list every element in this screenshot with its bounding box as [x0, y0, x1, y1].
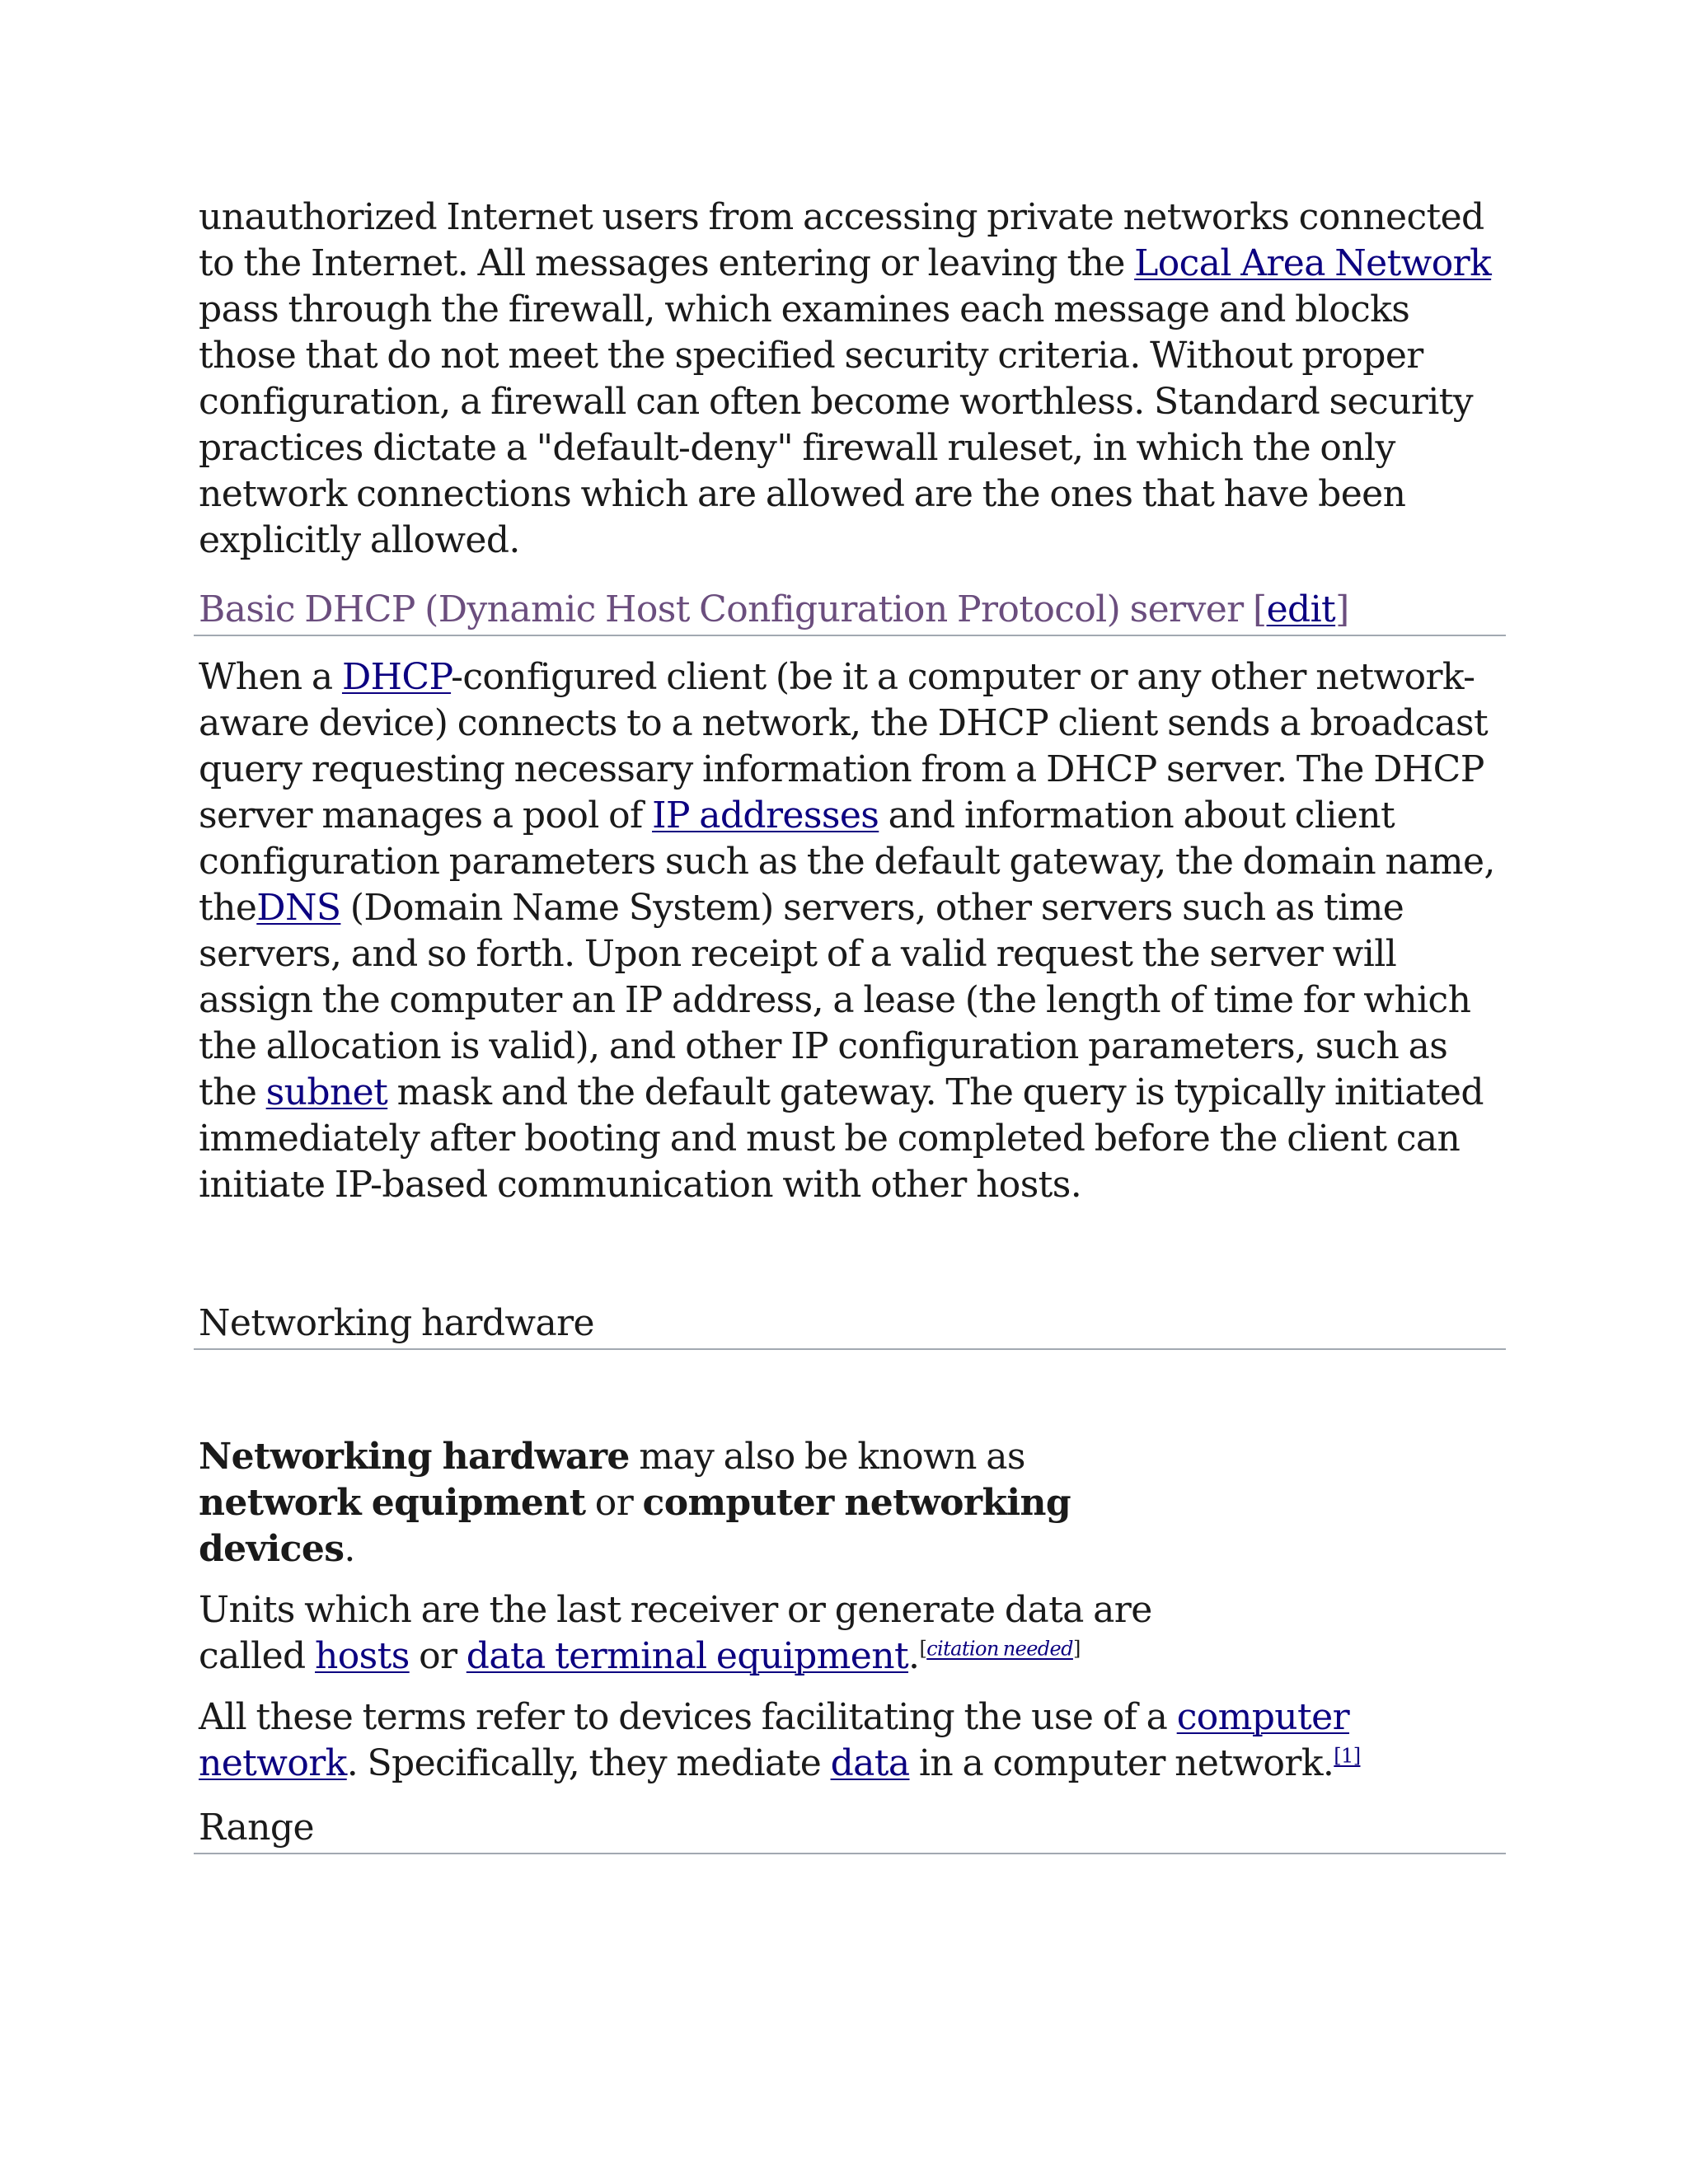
section-heading-networking-hardware: Networking hardware: [194, 1301, 1506, 1350]
link-dhcp[interactable]: DHCP: [341, 656, 452, 698]
document-page: [199, 194, 1501, 1854]
link-subnet[interactable]: subnet: [265, 1071, 388, 1113]
dhcp-paragraph: When a DHCP-configured client (be it a computer or any other network-aware device) connects to a network, the DHCP client sends a broadcast query requesting necessary information from a DHCP server. The DHCP server manages a pool of IP addresses and information about client configuration parameters such as the default gateway, the domain name, theDNS (Domain Name System) servers, other servers such as time servers, and so forth. Upon receipt of a valid request the server will assign the computer an IP address, a lease (the length of time for which the allocation is valid), and other IP configuration parameters, such as the subnet mask and the default gateway. The query is typically initiated immediately after booting and must be completed before the client can initiate IP-based communication with other hosts.: [199, 656, 1495, 1206]
link-reference-1[interactable]: [1]: [1334, 1744, 1361, 1768]
firewall-paragraph: unauthorized Internet users from accessing private networks connected to the Internet. All messages entering or leaving the Local Area Network pass through the firewall, which examines each message and blocks those that do not meet the specified security criteria. Without proper configuration, a firewall can often become worthless. Standard security practices dictate a "default-deny" firewall ruleset, in which the only network connections which are allowed are the ones that have been explicitly allowed.: [199, 196, 1492, 561]
link-computer-network[interactable]: computer network: [199, 1696, 1350, 1784]
link-hosts[interactable]: hosts: [315, 1635, 410, 1677]
citation-needed: [citation needed]: [919, 1637, 1081, 1661]
section-heading-dhcp: Basic DHCP (Dynamic Host Configuration Protocol) server [edit]: [194, 587, 1506, 636]
reference-1: [1334, 1744, 1360, 1767]
edit-link[interactable]: edit: [1266, 588, 1336, 630]
link-data[interactable]: data: [830, 1742, 910, 1784]
link-data-terminal-equipment[interactable]: data terminal equipment: [466, 1635, 909, 1677]
hosts-paragraph: Units which are the last receiver or generate data are called hosts or data terminal equipment.[citation needed]: [199, 1589, 1152, 1677]
networking-hardware-definition: Networking hardware may also be known as network equipment or computer networking devices.: [199, 1436, 1071, 1570]
link-citation-needed[interactable]: citation needed: [926, 1637, 1073, 1661]
terms-paragraph: All these terms refer to devices facilitating the use of a computer network. Specifically, they mediate data in a computer network.[1]: [199, 1696, 1361, 1784]
link-ip-addresses[interactable]: IP addresses: [652, 794, 879, 837]
section-heading-range: Range: [194, 1805, 1506, 1854]
link-dns[interactable]: DNS: [256, 887, 341, 929]
link-local-area-network[interactable]: Local Area Network: [1134, 242, 1492, 284]
dhcp-heading-title: Basic DHCP (Dynamic Host Configuration Protocol) server: [199, 588, 1253, 630]
